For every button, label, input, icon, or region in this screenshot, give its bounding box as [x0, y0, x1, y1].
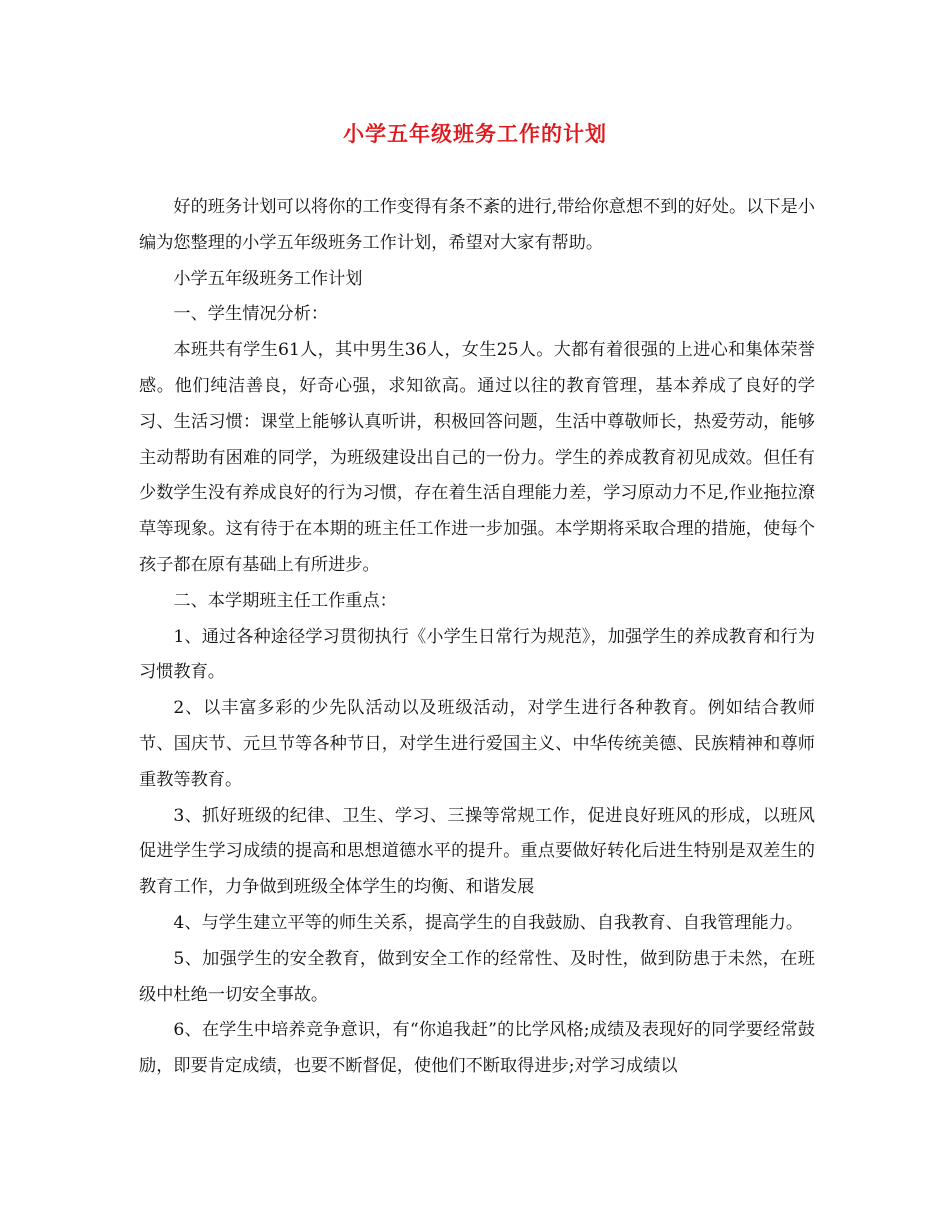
list-item-1: 1、通过各种途径学习贯彻执行《小学生日常行为规范》，加强学生的养成教育和行为习惯教育。 — [139, 626, 815, 683]
section-heading-focus: 二、本学期班主任工作重点： — [173, 590, 397, 611]
list-item-5: 5、加强学生的安全教育，做到安全工作的经常性、及时性，做到防患于未然，在班级中杜绝一切安全事故。 — [139, 948, 815, 1005]
list-item-6: 6、在学生中培养竞争意识，有“你追我赶”的比学风格;成绩及表现好的同学要经常鼓励，即要肯定成绩，也要不断督促，使他们不断取得进步;对学习成绩以 — [139, 1020, 815, 1077]
list-item-2: 2、以丰富多彩的少先队活动以及班级活动，对学生进行各种教育。例如结合教师节、国庆节、元旦节等各种节日，对学生进行爱国主义、中华传统美德、民族精神和尊师重教等教育。 — [139, 698, 815, 790]
paragraph-intro: 好的班务计划可以将你的工作变得有条不紊的进行,带给你意想不到的好处。以下是小编为您整理的小学五年级班务工作计划，希望对大家有帮助。 — [139, 197, 815, 253]
section-heading-analysis: 一、学生情况分析： — [173, 304, 329, 325]
document-body — [139, 190, 815, 1085]
list-item-4: 4、与学生建立平等的师生关系，提高学生的自我鼓励、自我教育、自我管理能力。 — [173, 912, 804, 933]
page-title: 小学五年级班务工作的计划 — [343, 121, 607, 146]
list-item-3: 3、抓好班级的纪律、卫生、学习、三操等常规工作，促进良好班风的形成，以班风促进学生学习成绩的提高和思想道德水平的提升。重点要做好转化后进生特别是双差生的教育工作，力争做到班级全体学生的均衡、和谐发展 — [139, 805, 815, 898]
paragraph-analysis: 本班共有学生61人，其中男生36人，女生25人。大都有着很强的上进心和集体荣誉感。他们纯洁善良，好奇心强，求知欲高。通过以往的教育管理，基本养成了良好的学习、生活习惯：课堂上能够认真听讲，积极回答问题，生活中尊敬师长，热爱劳动，能够主动帮助有困难的同学，为班级建设出自己的一份力。学生的养成教育初见成效。但任有少数学生没有养成良好的行为习惯，存在着生活自理能力差，学习原动力不足,作业拖拉潦草等现象。这有待于在本期的班主任工作进一步加强。本学期将采取合理的措施，使每个孩子都在原有基础上有所进步。 — [139, 340, 815, 575]
paragraph-subtitle: 小学五年级班务工作计划 — [173, 268, 363, 289]
